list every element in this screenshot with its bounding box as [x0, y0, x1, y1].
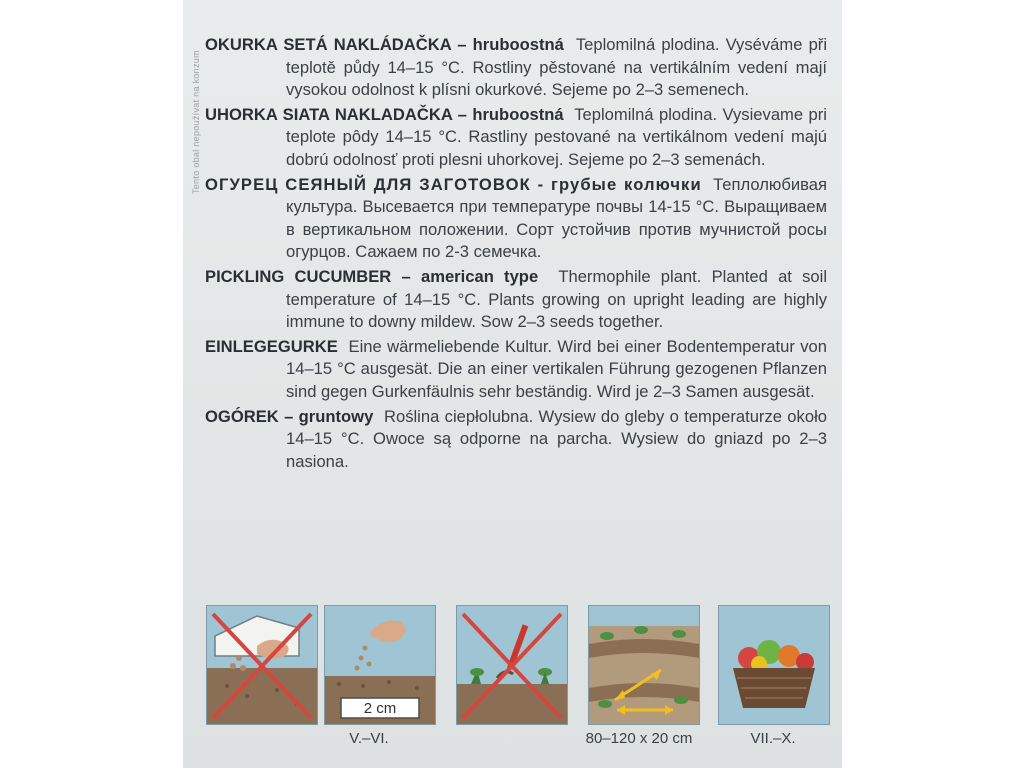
spine-note: Tento obal nepoužívat na konzum	[191, 50, 201, 194]
section-tagline: hruboostná	[472, 104, 564, 124]
cultivation-icons	[198, 605, 838, 765]
seed-packet-back	[183, 0, 842, 768]
no-greenhouse-sowing-icon	[206, 605, 318, 725]
section-body: Roślina ciepłolubna. Wysiew do gleby o temperaturze około 14–15 °C. Owoce są odporne na parcha. Wysiew do gniazd po 2–3 nasiona.	[286, 406, 827, 471]
section-body: Thermophile plant. Planted at soil temperature of 14–15 °C. Plants growing on upright leading are highly immune to downy mildew. Sow 2–3 seeds together.	[286, 266, 828, 332]
harvest-period-label: VII.–X.	[750, 730, 796, 747]
section-tagline: грубые колючки	[550, 174, 702, 194]
section-heading: PICKLING CUCUMBER	[205, 266, 392, 286]
section-german	[205, 336, 827, 404]
harvest-basket-icon	[718, 605, 830, 725]
planting-distance-label: 80–120 x 20 cm	[585, 730, 693, 747]
section-heading: EINLEGEGURKE	[205, 336, 338, 356]
no-transplanting-icon	[456, 605, 568, 725]
section-body: Eine wärmeliebende Kultur. Wird bei einer Bodentemperatur von 14–15 °C ausgesät. Die an einer vertikalen Führung gezogenen Pflanzen sind gegen Gurkenfäulnis sehr beständig. Wird je 2–3 Samen ausgesät.	[286, 336, 827, 401]
direct-sowing-icon	[324, 605, 436, 725]
plant-spacing-icon	[588, 605, 700, 725]
section-heading: ОГУРЕЦ СЕЯНЫЙ ДЛЯ ЗАГОТОВОК	[205, 174, 531, 194]
section-heading: OKURKA SETÁ NAKLÁDAČKA	[205, 35, 452, 54]
sowing-period-label: V.–VI.	[349, 730, 389, 747]
section-body: Теплолюбивая культура. Высевается при температуре почвы 14-15 °C. Выращиваем в вертикальном положении. Сорт устойчив против мучнистой росы огурцов. Сажаем по 2-3 семечка.	[286, 174, 827, 262]
section-heading: UHORKA SIATA NAKLADAČKA	[205, 104, 453, 124]
section-body: Teplomilná plodina. Vyséváme při teplotě půdy 14–15 °C. Rostliny pěstované na vertikálním vedení mají vysokou odolnost k plísni okurkové. Sejeme po 2–3 semenech.	[286, 35, 828, 100]
section-tagline: american type	[420, 266, 539, 286]
section-tagline: gruntowy	[298, 406, 374, 426]
description-text	[205, 34, 827, 475]
section-heading: OGÓREK	[205, 406, 279, 426]
section-czech: OKURKA SETÁ NAKLÁDAČKA – hruboostná Teplomilná plodina. Vyséváme při teplotě půdy 14–15 °C. Rostliny pěstované na vertikálním vedení mají vysokou odolnost k plísni okurkové. Sejeme po 2–3 semenech.	[205, 35, 828, 100]
section-slovak: UHORKA SIATA NAKLADAČKA – hruboostná Teplomilná plodina. Vysievame pri teplote pôdy 14–15 °C. Rastliny pestované na vertikálnom vedení majú dobrú odolnosť proti plesni uhorkovej. Sejeme po 2–3 semenách.	[205, 104, 827, 169]
spacing-label: 2 cm	[363, 700, 397, 717]
section-russian: ОГУРЕЦ СЕЯНЫЙ ДЛЯ ЗАГОТОВОК - грубые колючки Теплолюбивая культура. Высевается при температуре почвы 14-15 °C. Выращиваем в вертикальном положении. Сорт устойчив против мучнистой росы огурцов. Сажаем по 2-3 семечка.	[205, 174, 827, 262]
section-body: Teplomilná plodina. Vysievame pri teplote pôdy 14–15 °C. Rastliny pestované na vertikálnom vedení majú dobrú odolnosť proti plesni uhorkovej. Sejeme po 2–3 semenách.	[286, 104, 827, 169]
section-polish: OGÓREK – gruntowy Roślina ciepłolubna. Wysiew do gleby o temperaturze około 14–15 °C. Owoce są odporne na parcha. Wysiew do gniazd po 2–3 nasiona.	[205, 406, 827, 471]
section-tagline: hruboostná	[472, 35, 564, 54]
section-english: PICKLING CUCUMBER – american type Thermophile plant. Planted at soil temperature of 14–15 °C. Plants growing on upright leading are highly immune to downy mildew. Sow 2–3 seeds together.	[205, 266, 828, 332]
